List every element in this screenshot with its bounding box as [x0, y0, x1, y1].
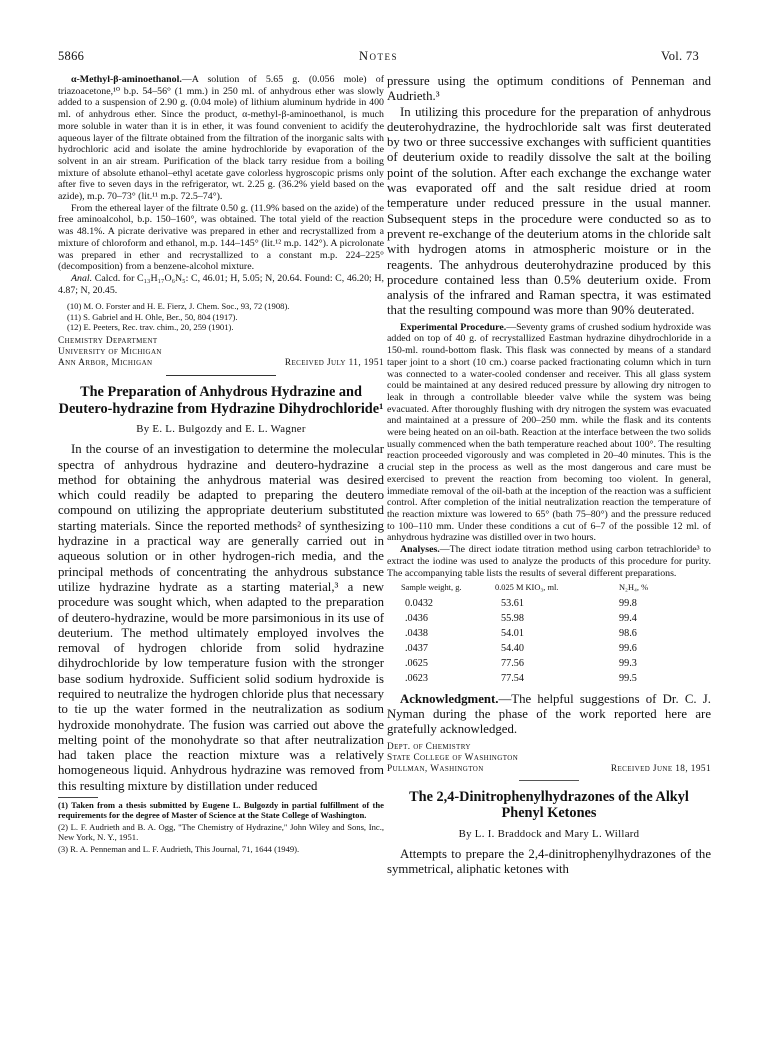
body-continued: pressure using the optimum conditions of Penneman and Audrieth.³ [387, 74, 711, 104]
table-row: .0623 77.54 99.5 [405, 672, 637, 684]
affiliation-washington: Dept. of Chemistry State College of Washington Pullman, Washington Received June 18, 1951 [387, 741, 711, 774]
footnote-rule [58, 797, 98, 798]
table-row: .0438 54.01 98.6 [405, 627, 637, 639]
reference-11: (11) S. Gabriel and H. Ohle, Ber., 50, 804 (1917). [67, 311, 238, 322]
footnote-2: (2) L. F. Audrieth and B. A. Ogg, "The Chemistry of Hydrazine," John Wiley and Sons, Inc., New York, N. Y., 1951. [58, 822, 384, 843]
acknowledgment: Acknowledgment.—The helpful suggestions of Dr. C. J. Nyman during the phase of the work reported here are gratefully acknowledged. [387, 691, 711, 737]
article-title-hydrazine: The Preparation of Anhydrous Hydrazine and Deutero-hydrazine from Hydrazine Dihydrochloride¹ [58, 384, 384, 417]
column-header-n2h4: N₂H₄, % [619, 583, 649, 593]
paragraph-analysis: Anal. Calcd. for C₁₃H₁₇O₆N₅: C, 46.01; H, 5.05; N, 20.64. Found: C, 46.20; H, 4.87; N, 20.45. [58, 272, 385, 296]
byline-braddock: By L. I. Braddock and Mary L. Willard [458, 827, 640, 840]
right-column [387, 74, 711, 877]
table-row: .0625 77.56 99.3 [405, 657, 637, 669]
footnote-3: (3) R. A. Penneman and L. F. Audrieth, This Journal, 71, 1644 (1949). [58, 844, 300, 855]
experimental-procedure: Experimental Procedure.—Seventy grams of crushed sodium hydroxide was added on top of 40 g. of recrystallized Eastman hydrazine dihydrochloride in a 150-ml. round-bottom flask. This flask was connected by means of a standard taper joint to a short (10 cm.) coarse packed fractionating column which in turn was connected to a water-cooled condenser and receiver. This all glass system could be maintained at any desired reduced pressure by allowing dry nitrogen to leak in through a controllable bleeder valve while the system was being evacuated. After thoroughly flushing with dry nitrogen the system was evacuated and maintained at a pressure of 200–250 mm. while the flask and its contents were being heated on an oil-bath. Reaction at the interface between the two solids usually commenced when the bath temperature reached about 100°. The resulting reaction proceeded vigorously and was completed in 20–40 minutes. This is the crucial step in the process as well as the most dangerous and care must be exercised to prevent the reaction from becoming too violent. In general, immediate removal of the oil-bath at the inception of the reaction was a sufficient control. After completion of the initial neutralization reaction the temperature of the reaction mixture was lowered to 65° (bath 75–80°) and the pressure reduced to 100–110 mm. Under these conditions a cut of 6–7 of the possible 12 ml. of anhydrous hydrazine was distilled over in two hours. [387, 321, 711, 544]
divider [519, 780, 579, 781]
footnote-1: (1) Taken from a thesis submitted by Eugene L. Bulgozdy in partial fulfillment of the requirements for the degree of Master of Science at the State College of Washington. [58, 800, 384, 821]
body-hydrazine-intro: In the course of an investigation to determine the molecular spectra of anhydrous hydrazine and deutero-hydrazine a method for obtaining the anhydrous material was desired which could readily be adapted to preparing the deutero compound on utilizing the appropriate deuterium substituted starting materials. Since the reported methods² of synthesizing hydrazine in a practical way are generally carried out in aqueous solution or in other hydrogen-rich media, and the principal methods of concentrating the anhydrous substance utilize hydrazine hydrate as a starting material,³ a new procedure was sought which, when adapted to the preparation of deutero-hydrazine, would be more parsimonious in its use of deuterium. The method ultimately employed involves the removal of hydrogen chloride from solid hydrazine dihydrochloride by low temperature fusion with the stronger base sodium hydroxide. Sufficient solid sodium hydroxide is required to neutralize the hydrogen chloride plus that necessary to tie up the water formed in the neutralization as sodium hydroxide monohydrate. The fusion was carried out above the melting point of the monohydrate so that after neutralization had taken place the reaction mixture was a relatively homogeneous liquid. Anhydrous hydrazine was removed from this resulting mixture by distillation under reduced [58, 442, 384, 793]
received-date: Received June 18, 1951 [610, 763, 711, 774]
table-row: .0436 55.98 99.4 [405, 612, 637, 624]
body-dinitrophenylhydrazones: Attempts to prepare the 2,4-dinitrophenylhydrazones of the symmetrical, aliphatic ketones with [387, 846, 711, 876]
affiliation-michigan: Chemistry Department University of Michigan Ann Arbor, Michigan Received July 11, 1951 [58, 336, 384, 369]
article-title-dinitrophenylhydrazones: The 2,4-Dinitrophenylhydrazones of the Alkyl Phenyl Ketones [409, 788, 689, 822]
table-row: .0437 54.40 99.6 [405, 642, 637, 654]
column-header-kio3: 0.025 M KIO₃, ml. [495, 583, 559, 593]
section-title: Notes [358, 49, 399, 63]
table-row: 0.0432 53.61 99.8 [405, 597, 637, 609]
volume-number: Vol. 73 [661, 49, 699, 63]
reference-list [58, 301, 384, 332]
reference-10: (10) M. O. Forster and H. E. Fierz, J. Chem. Soc., 93, 72 (1908). [67, 301, 290, 312]
purity-table [401, 583, 667, 686]
divider [166, 375, 276, 376]
reference-12: (12) E. Peeters, Rec. trav. chim., 20, 259 (1901). [67, 321, 234, 332]
byline-bulgozdy: By E. L. Bulgozdy and E. L. Wagner [136, 423, 306, 436]
analyses-paragraph: Analyses.—The direct iodate titration method using carbon tetrachloride³ to extract the iodine was used to analyze the products of this procedure for purity. The accompanying table lists the results of several different preparations. [387, 544, 711, 579]
paragraph-aminoethanol: α-Methyl-β-aminoethanol.—A solution of 5.65 g. (0.056 mole) of triazoacetone,¹⁰ b.p. 54–56° (1 mm.) in 250 ml. of anhydrous ether was slowly added to a suspension of 2.90 g. (0.04 mole) of lithium aluminum hydride in 400 ml. of anhydrous ether. Since the product, α-methyl-β-aminoethanol, is much more soluble in water than it is in ether, it was found convenient to acidify the aqueous layer of the filtrate obtained from the filtration of the inorganic salts with hydrochloric acid and isolate the amine hydrochloride by evaporation of the solvent in an air stream. Purification of the black tarry residue from a boiling mixture of absolute ethanol–ethyl acetate gave colorless hygroscopic prisms only after five to seven days in the refrigerator, wt. 2.25 g. (36.2% yield based on the azide), m.p. 70–73° (lit.¹¹ m.p. 72.5–74°). [58, 74, 384, 203]
paragraph-ethereal-layer: From the ethereal layer of the filtrate 0.50 g. (11.9% based on the azide) of the free aminoalcohol, b.p. 150–160°, was obtained. The total yield of the reaction was 48.1%. A picrate derivative was prepared in ether and recrystallized from a mixture of chloroform and ethanol, m.p. 144–145° (lit.¹² m.p. 142°). A picrolonate was prepared in ether and recrystallized to a constant m.p. 224–225° (decomposition) from a benzene-alcohol mixture. [58, 202, 384, 273]
left-column [58, 74, 384, 855]
running-header [58, 49, 699, 65]
body-deuterohydrazine: In utilizing this procedure for the preparation of anhydrous deuterohydrazine, the hydrochloride salt was first deuterated by two or three successive exchanges with sufficient quantities of deuterium oxide to readily dissolve the salt at the boiling point of the solution. After each exchange the exchange water was evaporated off and the salt residue dried at room temperature under reduced pressure in the usual manner. Subsequent steps in the procedure were conducted so as to prevent re-exchange of the deuterium atoms in the chloride salt with hydrogen atoms in atmospheric moisture or in the reagents. The anhydrous deuterohydrazine produced by this procedure contained less than 0.5% deuterium oxide. From analysis of the infrared and Raman spectra, it was estimated that the resulting compound was more than 90% deuterated. [387, 104, 711, 318]
received-date: Received July 11, 1951 [284, 358, 384, 369]
column-header-sample: Sample weight, g. [401, 583, 462, 593]
page-number: 5866 [58, 49, 85, 63]
